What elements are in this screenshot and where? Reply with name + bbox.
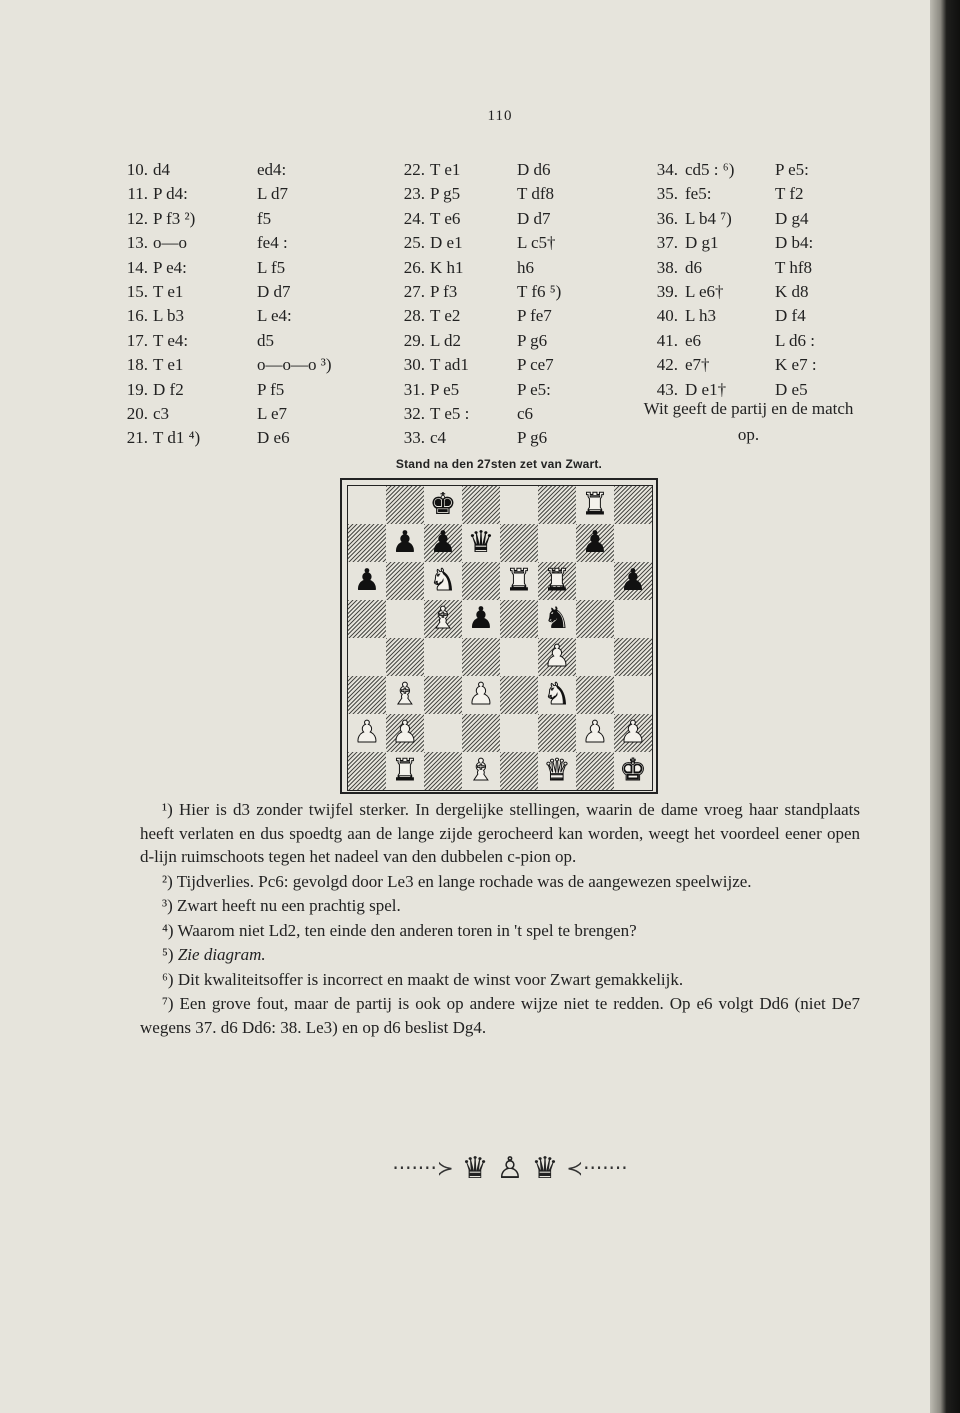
move-number: 22. (403, 160, 425, 179)
board-square (576, 638, 614, 676)
white-move: P f3 (430, 281, 458, 301)
move-row (385, 280, 645, 304)
board-square (424, 600, 462, 638)
move-number: 33. (403, 428, 425, 448)
black-move: P g6 (517, 428, 548, 448)
move-row (385, 256, 645, 280)
move-row (640, 353, 870, 377)
board-square (614, 524, 652, 562)
move-number: 40. (656, 306, 678, 326)
footnote-text: Zie diagram. (177, 945, 266, 964)
white-move: o—o (153, 233, 187, 253)
board-square (538, 752, 576, 790)
black-move: L e4: (257, 306, 292, 326)
black-move: K e7 : (775, 355, 817, 375)
board-square (424, 524, 462, 562)
crown-icon: ♛ (461, 1150, 489, 1186)
board-square (538, 486, 576, 524)
move-number: 26. (403, 257, 425, 277)
board-square (462, 524, 500, 562)
move-row (105, 426, 365, 450)
board-square (538, 638, 576, 676)
white-move: T e1 (153, 281, 184, 301)
board-square (614, 600, 652, 638)
board-square (386, 752, 424, 790)
board-square (614, 486, 652, 524)
moves-column-1 (105, 158, 365, 451)
move-row (105, 182, 365, 206)
black-move: L c5† (517, 233, 556, 253)
move-row (640, 256, 870, 280)
board-square (614, 638, 652, 676)
white-move: T ad1 (430, 355, 469, 375)
footnote-marker: ¹) (162, 800, 173, 819)
book-spine-shadow (930, 0, 960, 1413)
board-square (348, 562, 386, 600)
black-move: P e5: (775, 160, 809, 179)
board-square (386, 638, 424, 676)
board-square (424, 562, 462, 600)
footnote-text: Waarom niet Ld2, ten einde den anderen toren in 't spel te brengen? (177, 920, 637, 940)
footnote-text: Een grove fout, maar de partij is ook op andere wijze niet te redden. Op e6 volgt Dd6 (niet De7 wegens 37. d6 Dd6: 38. Le3) en op d6 beslist Dg4. (140, 994, 860, 1037)
move-row (640, 207, 870, 231)
move-number: 30. (403, 355, 425, 375)
move-number: 38. (656, 257, 678, 277)
move-row (640, 231, 870, 255)
white-move: fe5: (685, 184, 712, 204)
white-move: D f2 (153, 379, 184, 399)
white-bishop-icon: ♝ (391, 677, 419, 712)
board-square (424, 486, 462, 524)
black-move: D e6 (257, 428, 290, 448)
move-row (385, 158, 645, 182)
white-pawn-icon: ♟ (581, 715, 609, 750)
board-square (500, 638, 538, 676)
white-pawn-icon: ♟ (467, 677, 495, 712)
white-move: L b4 ⁷) (685, 208, 732, 228)
move-number: 41. (656, 330, 678, 350)
move-number: 25. (403, 233, 425, 253)
move-number: 23. (403, 184, 425, 204)
black-move: P f5 (257, 379, 285, 399)
black-move: h6 (517, 257, 534, 277)
move-number: 32. (403, 403, 425, 423)
footnote (140, 870, 860, 894)
move-row (105, 304, 365, 328)
move-number: 12. (126, 208, 148, 228)
board-square (462, 676, 500, 714)
board-square (500, 752, 538, 790)
board-square (386, 714, 424, 752)
white-rook-icon: ♜ (391, 753, 419, 788)
black-move: L e7 (257, 403, 288, 423)
white-move: T e1 (153, 355, 184, 375)
black-move: L d6 : (775, 330, 815, 350)
black-move: P g6 (517, 330, 548, 350)
board-square (348, 486, 386, 524)
crown-icon: ♛ (531, 1150, 559, 1186)
white-move: K h1 (430, 257, 464, 277)
black-move: L f5 (257, 257, 286, 277)
footnote-marker: ⁷) (162, 994, 174, 1013)
move-row (640, 329, 870, 353)
black-pawn-icon: ♟ (429, 525, 457, 560)
board-square (576, 676, 614, 714)
white-pawn-icon: ♟ (353, 715, 381, 750)
move-row (105, 353, 365, 377)
move-number: 24. (403, 208, 425, 228)
white-move: L d2 (430, 330, 462, 350)
move-row (385, 329, 645, 353)
footnote-text: Zwart heeft nu een prachtig spel. (177, 896, 401, 915)
board-square (386, 562, 424, 600)
board-square (386, 524, 424, 562)
board-square (386, 486, 424, 524)
move-number: 42. (656, 355, 678, 375)
move-number: 29. (403, 330, 425, 350)
white-move: P e4: (153, 257, 187, 277)
white-move: D e1 (430, 233, 463, 253)
end-ornament (360, 1150, 660, 1186)
white-move: T e5 : (430, 403, 470, 423)
footnote-marker: ⁵) (162, 945, 174, 964)
moves-column-3 (640, 158, 870, 402)
board-square (500, 524, 538, 562)
footnote (140, 894, 860, 918)
move-row (640, 280, 870, 304)
white-move: D e1† (685, 379, 727, 399)
black-pawn-icon: ♟ (581, 525, 609, 560)
white-move: c3 (153, 403, 170, 423)
move-row (385, 182, 645, 206)
black-move: L d7 (257, 184, 289, 204)
white-move: T e4: (153, 330, 189, 350)
move-row (385, 231, 645, 255)
black-move: D g4 (775, 208, 809, 228)
black-move: T hf8 (775, 257, 812, 277)
move-row (105, 231, 365, 255)
move-number: 16. (126, 306, 148, 326)
move-row (105, 402, 365, 426)
board-square (424, 676, 462, 714)
white-move: P d4: (153, 184, 188, 204)
black-move: ed4: (257, 160, 287, 179)
board-square (462, 638, 500, 676)
move-number: 37. (656, 233, 678, 253)
board-square (386, 676, 424, 714)
board-square (538, 562, 576, 600)
white-knight-icon: ♞ (429, 563, 457, 598)
white-king-icon: ♚ (619, 753, 647, 788)
white-move: e7† (685, 355, 710, 375)
pawn-icon: ♙ (496, 1150, 524, 1186)
black-move: d5 (257, 330, 274, 350)
move-number: 27. (403, 281, 425, 301)
move-number: 14. (126, 257, 148, 277)
white-move: P e5 (430, 379, 460, 399)
move-number: 36. (656, 208, 678, 228)
move-row (640, 304, 870, 328)
board-square (462, 562, 500, 600)
move-number: 10. (126, 160, 148, 179)
footnote-text: Tijdverlies. Pc6: gevolgd door Le3 en lange rochade was de aangewezen speelwijze. (176, 871, 752, 891)
move-number: 31. (403, 379, 425, 399)
moves-column-2 (385, 158, 645, 451)
move-row (385, 402, 645, 426)
black-move: D d6 (517, 160, 551, 179)
board-square (538, 600, 576, 638)
board-square (348, 714, 386, 752)
move-number: 11. (127, 184, 148, 204)
board-square (348, 524, 386, 562)
footnote-text: Hier is d3 zonder twijfel sterker. In dergelijke stellingen, waarin de dame vroeg haar standplaats heeft verlaten en dus spoedtg aan de lange zijde gerocheerd kan worden, weegt het voordeel eener open d-lijn ruimschoots tegen het nadeel van den dubbelen c-pion op. (140, 800, 861, 866)
black-move: c6 (517, 403, 534, 423)
white-move: c4 (430, 428, 447, 448)
black-move: o—o—o ³) (257, 355, 332, 375)
white-move: T e6 (430, 208, 461, 228)
white-rook-icon: ♜ (505, 563, 533, 598)
board-square (348, 752, 386, 790)
board-square (538, 524, 576, 562)
move-row (385, 353, 645, 377)
diagram-caption: Stand na den 27sten zet van Zwart. (395, 457, 603, 471)
board-square (576, 600, 614, 638)
move-number: 18. (126, 355, 148, 375)
white-move: T e1 (430, 160, 461, 179)
white-move: P f3 ²) (153, 208, 196, 228)
black-move: P fe7 (517, 306, 552, 326)
white-move: L b3 (153, 306, 185, 326)
move-row (105, 280, 365, 304)
board-square (538, 714, 576, 752)
board-square (576, 562, 614, 600)
board-square (614, 676, 652, 714)
white-rook-icon: ♜ (581, 487, 609, 522)
move-row (385, 426, 645, 450)
move-row (105, 158, 365, 182)
left-arrow-ornament: ·······≻ (392, 1156, 454, 1180)
white-pawn-icon: ♟ (391, 715, 419, 750)
board-square (500, 676, 538, 714)
black-move: P e5: (517, 379, 551, 399)
black-move: T f2 (775, 184, 804, 204)
board-square (576, 714, 614, 752)
move-row (640, 182, 870, 206)
black-pawn-icon: ♟ (391, 525, 419, 560)
move-number: 20. (126, 403, 148, 423)
move-row (105, 329, 365, 353)
black-move: f5 (257, 208, 272, 228)
white-rook-icon: ♜ (543, 563, 571, 598)
footnote-marker: ⁶) (162, 969, 174, 989)
footnote (140, 919, 860, 943)
move-number: 28. (403, 306, 425, 326)
white-move: T e2 (430, 306, 461, 326)
footnote-marker: ²) (162, 871, 173, 891)
board-square (576, 486, 614, 524)
white-move: e6 (685, 330, 702, 350)
footnote (140, 992, 860, 1039)
game-result-text: Wit geeft de partij en de match op. (643, 399, 854, 444)
white-move: T d1 ⁴) (153, 428, 201, 448)
white-move: D g1 (685, 233, 719, 253)
move-row (105, 207, 365, 231)
black-move: D d7 (257, 281, 291, 301)
move-number: 43. (656, 379, 678, 399)
white-move: cd5 : ⁶) (685, 160, 735, 179)
board-square (462, 714, 500, 752)
move-row (105, 256, 365, 280)
board-square (538, 676, 576, 714)
board-square (614, 562, 652, 600)
white-move: L e6† (685, 281, 724, 301)
white-bishop-icon: ♝ (429, 601, 457, 636)
move-number: 17. (126, 330, 148, 350)
black-move: D e5 (775, 379, 808, 399)
board-square (386, 600, 424, 638)
black-pawn-icon: ♟ (619, 563, 647, 598)
footnote-marker: ³) (162, 896, 173, 915)
footnote (140, 798, 860, 869)
move-row (385, 378, 645, 402)
move-row (640, 158, 870, 182)
board-square (424, 714, 462, 752)
move-row (385, 304, 645, 328)
board-square (576, 752, 614, 790)
footnotes (140, 798, 860, 1040)
board-square (424, 638, 462, 676)
black-queen-icon: ♛ (467, 525, 495, 560)
chess-diagram (340, 478, 658, 794)
black-move: P ce7 (517, 355, 554, 375)
move-row (385, 207, 645, 231)
board-square (576, 524, 614, 562)
board-square (614, 714, 652, 752)
black-pawn-icon: ♟ (467, 601, 495, 636)
board-square (500, 486, 538, 524)
black-move: T df8 (517, 184, 554, 204)
move-number: 15. (126, 281, 148, 301)
board-square (500, 714, 538, 752)
white-pawn-icon: ♟ (543, 639, 571, 674)
move-number: 34. (656, 160, 678, 179)
board-square (614, 752, 652, 790)
white-queen-icon: ♛ (543, 753, 571, 788)
move-number: 21. (126, 428, 148, 448)
black-knight-icon: ♞ (543, 601, 571, 636)
board-square (462, 752, 500, 790)
move-number: 35. (656, 184, 678, 204)
white-knight-icon: ♞ (543, 677, 571, 712)
move-number: 13. (126, 233, 148, 253)
white-move: d6 (685, 257, 702, 277)
black-move: D b4: (775, 233, 814, 253)
black-move: D f4 (775, 306, 806, 326)
white-move: L h3 (685, 306, 717, 326)
right-arrow-ornament: ≺······· (566, 1156, 628, 1180)
board-square (500, 562, 538, 600)
move-number: 39. (656, 281, 678, 301)
board-square (462, 486, 500, 524)
black-move: K d8 (775, 281, 809, 301)
chess-board (347, 485, 653, 791)
white-move: P g5 (430, 184, 461, 204)
black-move: D d7 (517, 208, 551, 228)
page-number: 110 (487, 108, 513, 124)
white-move: d4 (153, 160, 170, 179)
board-square (348, 600, 386, 638)
board-square (424, 752, 462, 790)
move-number: 19. (126, 379, 148, 399)
black-king-icon: ♚ (429, 487, 457, 522)
black-move: T f6 ⁵) (517, 281, 562, 301)
board-square (462, 600, 500, 638)
footnote (140, 968, 860, 992)
white-pawn-icon: ♟ (619, 715, 647, 750)
black-move: fe4 : (257, 233, 288, 253)
footnote-marker: ⁴) (162, 920, 174, 940)
move-row (105, 378, 365, 402)
footnote (140, 943, 860, 967)
board-square (500, 600, 538, 638)
footnote-text: Dit kwaliteitsoffer is incorrect en maakt de winst voor Zwart gemakkelijk. (177, 969, 684, 989)
black-pawn-icon: ♟ (353, 563, 381, 598)
board-square (348, 638, 386, 676)
board-square (348, 676, 386, 714)
white-bishop-icon: ♝ (467, 753, 495, 788)
